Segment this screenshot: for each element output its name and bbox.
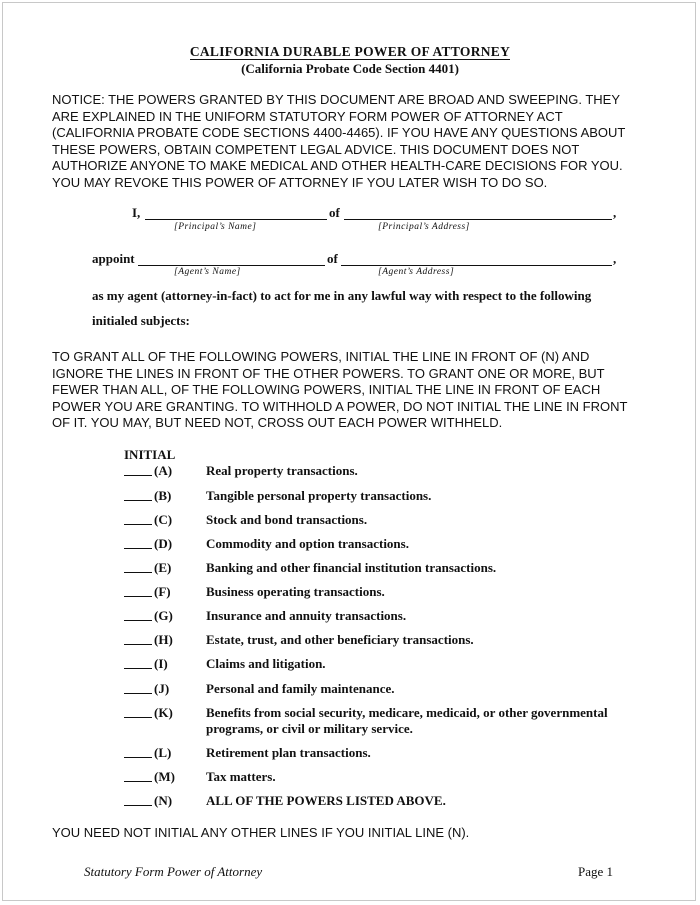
initial-blank[interactable] (124, 548, 152, 549)
power-description: Commodity and option transactions. (206, 536, 409, 551)
initial-blank[interactable] (124, 668, 152, 669)
power-description: Benefits from social security, medicare, medicaid, or other governmental programs, or civil or military service. (206, 705, 608, 736)
agent-of-label: of (327, 251, 338, 266)
initial-column-header: INITIAL (124, 447, 176, 462)
title-text: CALIFORNIA DURABLE POWER OF ATTORNEY (189, 44, 511, 59)
power-letter: (D) (154, 536, 173, 551)
footer-form-name: Statutory Form Power of Attorney (84, 864, 263, 879)
power-letter: (K) (154, 705, 173, 720)
instruction-line: OF IT. YOU MAY, BUT NEED NOT, CROSS OUT EACH POWER WITHHELD. (52, 415, 503, 430)
power-letter: (M) (154, 769, 175, 784)
power-letter: (L) (154, 745, 172, 760)
power-description: Tax matters. (206, 769, 276, 784)
notice-line: (CALIFORNIA PROBATE CODE SECTIONS 4400-4465). IF YOU HAVE ANY QUESTIONS ABOUT (52, 125, 626, 140)
agent-name-field[interactable] (138, 265, 325, 266)
initial-blank[interactable] (124, 717, 152, 718)
notice-paragraph (52, 92, 652, 191)
initial-blank[interactable] (124, 572, 152, 573)
initial-blank[interactable] (124, 693, 152, 694)
initial-blank[interactable] (124, 596, 152, 597)
instructions-paragraph (52, 349, 672, 432)
initial-blank[interactable] (124, 475, 152, 476)
power-description: Business operating transactions. (206, 584, 385, 599)
principal-address-caption: [Principal’s Address] (378, 222, 470, 232)
power-letter: (J) (154, 681, 170, 696)
agent-address-field[interactable] (341, 265, 612, 266)
principal-name-caption: [Principal’s Name] (174, 222, 257, 232)
agent-comma: , (613, 251, 617, 266)
notice-line: THESE POWERS, OBTAIN COMPETENT LEGAL ADVICE. THIS DOCUMENT DOES NOT (52, 141, 580, 157)
principal-address-field[interactable] (344, 219, 612, 220)
principal-of-label: of (329, 205, 340, 220)
power-description: Retirement plan transactions. (206, 745, 371, 760)
power-letter: (F) (154, 584, 171, 599)
document-title (0, 44, 700, 60)
power-letter: (A) (154, 463, 173, 478)
initial-blank[interactable] (124, 644, 152, 645)
power-description: Estate, trust, and other beneficiary transactions. (206, 632, 474, 647)
power-letter: (G) (154, 608, 173, 623)
document-subtitle: (California Probate Code Section 4401) (241, 61, 459, 76)
power-description: Tangible personal property transactions. (206, 488, 432, 503)
initial-blank[interactable] (124, 805, 152, 806)
agent-name-caption: [Agent’s Name] (174, 267, 241, 277)
power-description: Personal and family maintenance. (206, 681, 395, 696)
power-letter: (H) (154, 632, 173, 647)
notice-line: ARE EXPLAINED IN THE UNIFORM STATUTORY FORM POWER OF ATTORNEY ACT (52, 108, 563, 124)
notice-line: YOU MAY REVOKE THIS POWER OF ATTORNEY IF YOU LATER WISH TO DO SO. (52, 174, 548, 190)
instruction-line: IGNORE THE LINES IN FRONT OF THE OTHER POWERS. TO GRANT ONE OR MORE, BUT (52, 365, 605, 381)
initial-blank[interactable] (124, 500, 152, 501)
agent-lead: appoint (92, 251, 135, 266)
notice-line: AUTHORIZE ANYONE TO MAKE MEDICAL AND OTHER HEALTH-CARE DECISIONS FOR YOU. (52, 158, 623, 173)
power-description: Insurance and annuity transactions. (206, 608, 407, 623)
initial-blank[interactable] (124, 757, 152, 758)
power-letter: (I) (154, 656, 168, 671)
notice-line: NOTICE: THE POWERS GRANTED BY THIS DOCUMENT ARE BROAD AND SWEEPING. THEY (52, 92, 621, 107)
initial-blank[interactable] (124, 620, 152, 621)
power-description: Banking and other financial institution transactions. (206, 560, 497, 575)
initial-blank[interactable] (124, 524, 152, 525)
instruction-line: POWER YOU ARE GRANTING. TO WITHHOLD A POWER, DO NOT INITIAL THE LINE IN FRONT (52, 398, 628, 414)
instruction-line: TO GRANT ALL OF THE FOLLOWING POWERS, INITIAL THE LINE IN FRONT OF (N) AND (52, 349, 590, 364)
agent-address-caption: [Agent’s Address] (378, 267, 455, 277)
power-description: Real property transactions. (206, 463, 358, 478)
power-letter: (E) (154, 560, 172, 575)
principal-lead: I, (132, 205, 141, 220)
initial-blank[interactable] (124, 781, 152, 782)
footer-page-number: Page 1 (578, 864, 614, 879)
principal-comma: , (613, 205, 617, 220)
power-description: ALL OF THE POWERS LISTED ABOVE. (206, 793, 446, 808)
agent-appointment-text-cont: initialed subjects: (92, 313, 190, 328)
principal-name-field[interactable] (145, 219, 327, 220)
power-description: Claims and litigation. (206, 656, 326, 671)
power-letter: (C) (154, 512, 173, 527)
power-description: Stock and bond transactions. (206, 512, 368, 527)
closing-note: YOU NEED NOT INITIAL ANY OTHER LINES IF YOU INITIAL LINE (N). (52, 825, 470, 840)
instruction-line: FEWER THAN ALL, OF THE FOLLOWING POWERS, INITIAL THE LINE IN FRONT OF EACH (52, 382, 601, 397)
power-letter: (B) (154, 488, 172, 503)
power-letter: (N) (154, 793, 173, 808)
agent-appointment-text: as my agent (attorney-in-fact) to act for me in any lawful way with respect to the following (92, 288, 592, 303)
